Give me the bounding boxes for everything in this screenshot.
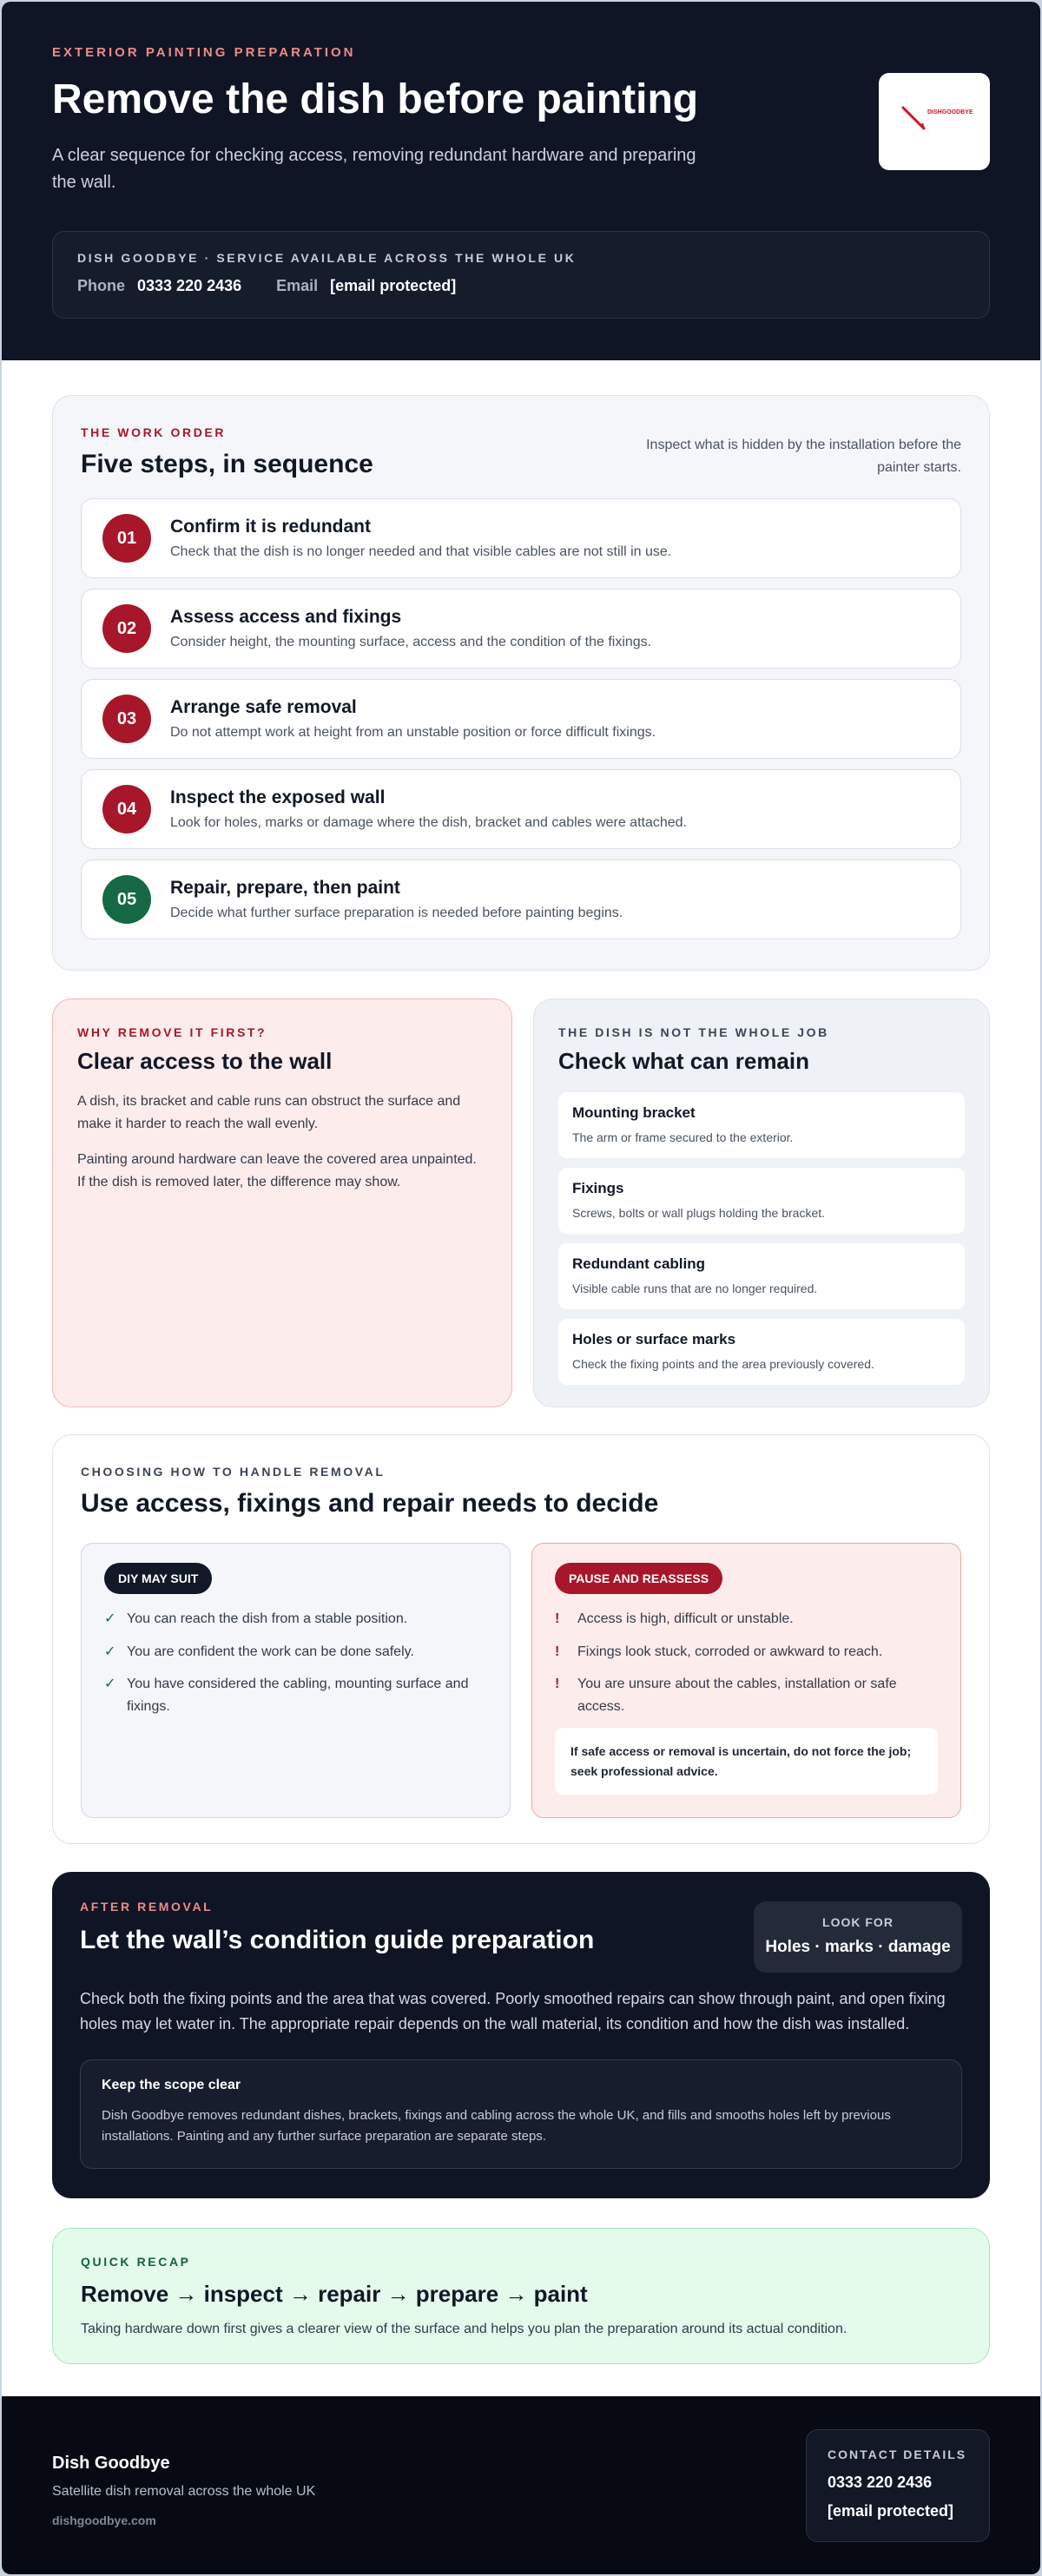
step-number: 02 — [102, 604, 151, 653]
footer-contact-card — [806, 2429, 990, 2542]
remain-item-desc: Screws, bolts or wall plugs holding the bracket. — [572, 1206, 826, 1220]
look-for-label: LOOK FOR — [822, 1915, 894, 1929]
check-icon: ✓ — [104, 1611, 116, 1626]
step-desc: Decide what further surface preparation is needed before painting begins. — [170, 906, 623, 920]
remain-item-desc: Visible cable runs that are no longer required. — [572, 1281, 818, 1295]
step-title: Inspect the exposed wall — [170, 787, 386, 807]
step-desc: Check that the dish is no longer needed and that visible cables are not still in use. — [170, 544, 672, 559]
after-eyebrow: AFTER REMOVAL — [80, 1900, 214, 1914]
recap-section — [52, 2228, 990, 2364]
list-item — [558, 1243, 965, 1309]
recap-eyebrow: QUICK RECAP — [81, 2255, 191, 2269]
scope-title: Keep the scope clear — [102, 2077, 241, 2092]
footer-contact-title: CONTACT DETAILS — [828, 2448, 967, 2461]
check-icon: ✓ — [104, 1644, 116, 1659]
step-number: 05 — [102, 875, 151, 924]
footer-website-link[interactable]: dishgoodbye.com — [52, 2513, 156, 2527]
why-eyebrow: WHY REMOVE IT FIRST? — [77, 1025, 267, 1039]
remain-item-title: Fixings — [572, 1180, 624, 1196]
remain-title: Check what can remain — [558, 1048, 809, 1074]
after-body: Check both the fixing points and the area that was covered. Poorly smoothed repairs can show through paint, and open fixing holes may let water in. The appropriate repair depends on the wall material, its condition and how the dish was installed. — [80, 1990, 946, 2032]
warning-icon: ! — [555, 1644, 560, 1659]
list-item — [558, 1092, 965, 1158]
work-order-section — [52, 395, 990, 971]
after-title: Let the wall’s condition guide preparation — [80, 1926, 595, 1954]
why-title: Clear access to the wall — [77, 1048, 333, 1074]
step-desc: Look for holes, marks or damage where the dish, bracket and cables were attached. — [170, 815, 687, 830]
work-order-title: Five steps, in sequence — [81, 450, 373, 478]
remain-eyebrow: THE DISH IS NOT THE WHOLE JOB — [558, 1025, 829, 1039]
list-item: ! You are unsure about the cables, installation or safe access. — [555, 1673, 938, 1717]
footer — [2, 2396, 1040, 2574]
hero-header — [2, 2, 1040, 360]
list-item: ✓ You can reach the dish from a stable position. — [104, 1608, 487, 1631]
recap-desc: Taking hardware down first gives a clearer view of the surface and helps you plan the preparation around its actual condition. — [81, 2322, 847, 2336]
remain-item-desc: Check the fixing points and the area previously covered. — [572, 1357, 874, 1371]
choose-eyebrow: CHOOSING HOW TO HANDLE REMOVAL — [81, 1465, 386, 1479]
footer-tagline: Satellite dish removal across the whole UK — [52, 2484, 316, 2499]
step-item — [81, 498, 961, 578]
step-item — [81, 589, 961, 669]
step-desc: Consider height, the mounting surface, access and the condition of the fixings. — [170, 635, 652, 649]
remain-list — [558, 1092, 965, 1385]
page — [2, 2, 1040, 2574]
email-link[interactable]: [email protected] — [330, 277, 457, 295]
list-item: ! Fixings look stuck, corroded or awkward to reach. — [555, 1641, 938, 1664]
remain-item-title: Holes or surface marks — [572, 1331, 736, 1347]
hero-eyebrow: EXTERIOR PAINTING PREPARATION — [52, 45, 356, 60]
step-item — [81, 860, 961, 939]
step-desc: Do not attempt work at height from an unstable position or force difficult fixings. — [170, 725, 656, 740]
dish-logo-icon — [879, 73, 990, 170]
list-item: ✓ You are confident the work can be done safely. — [104, 1641, 487, 1664]
step-title: Arrange safe removal — [170, 697, 357, 717]
hero-subtitle: A clear sequence for checking access, removing redundant hardware and preparing the wall. — [52, 146, 696, 193]
list-item — [558, 1319, 965, 1385]
email-label: Email — [276, 277, 319, 295]
footer-email-link[interactable]: [email protected] — [828, 2502, 954, 2520]
scope-card — [80, 2059, 962, 2169]
why-paragraph: Painting around hardware can leave the covered area unpainted. If the dish is removed later, the difference may show. — [77, 1151, 477, 1190]
choose-title: Use access, fixings and repair needs to decide — [81, 1489, 659, 1518]
step-number: 03 — [102, 695, 151, 743]
warning-icon: ! — [555, 1677, 560, 1692]
look-for-badge — [754, 1901, 962, 1973]
contact-card-title: DISH GOODBYE · SERVICE AVAILABLE ACROSS THE WHOLE UK — [77, 251, 577, 266]
remain-item-title: Redundant cabling — [572, 1255, 705, 1272]
work-order-eyebrow: THE WORK ORDER — [81, 425, 227, 439]
page-title: Remove the dish before painting — [52, 76, 699, 122]
safety-note: If safe access or removal is uncertain, do not force the job; seek professional advice. — [555, 1728, 938, 1795]
diy-card — [81, 1543, 511, 1818]
why-paragraph: A dish, its bracket and cable runs can obstruct the surface and make it harder to reach the wall evenly. — [77, 1094, 461, 1132]
phone-label: Phone — [77, 277, 126, 295]
step-number: 04 — [102, 785, 151, 833]
after-removal-section — [52, 1872, 990, 2198]
list-item: ✓ You have considered the cabling, mounting surface and fixings. — [104, 1673, 487, 1717]
step-title: Confirm it is redundant — [170, 517, 371, 537]
look-for-value: Holes · marks · damage — [765, 1938, 951, 1956]
check-icon: ✓ — [104, 1677, 116, 1692]
list-item — [558, 1168, 965, 1234]
remain-card — [533, 998, 990, 1407]
step-title: Repair, prepare, then paint — [170, 878, 400, 898]
footer-brand — [52, 2454, 315, 2527]
step-item — [81, 679, 961, 759]
footer-phone-link[interactable]: 0333 220 2436 — [828, 2474, 933, 2491]
phone-link[interactable]: 0333 220 2436 — [137, 277, 242, 295]
choose-section — [52, 1434, 990, 1844]
step-item — [81, 769, 961, 849]
hero-contact-card — [52, 231, 990, 319]
work-order-aside: Inspect what is hidden by the installation before the painter starts. — [646, 438, 961, 475]
brand-logo — [879, 73, 990, 170]
logo-wordmark: DISHGOODBYE — [927, 109, 973, 115]
remain-item-desc: The arm or frame secured to the exterior. — [572, 1130, 794, 1144]
footer-brand-name: Dish Goodbye — [52, 2454, 170, 2473]
warning-icon: ! — [555, 1611, 560, 1626]
diy-badge: DIY MAY SUIT — [104, 1563, 212, 1594]
list-item: ! Access is high, difficult or unstable. — [555, 1608, 938, 1631]
recap-title: Remove → inspect → repair → prepare → paint — [81, 2281, 588, 2307]
step-number: 01 — [102, 514, 151, 563]
scope-desc: Dish Goodbye removes redundant dishes, brackets, fixings and cabling across the whole UK, and fills and smooths holes left by previous installations. Painting and any further surface preparation are separate steps. — [102, 2107, 891, 2144]
why-remove-card — [52, 998, 512, 1407]
step-title: Assess access and fixings — [170, 607, 402, 627]
steps-list — [81, 498, 961, 939]
pause-card — [531, 1543, 961, 1818]
remain-item-title: Mounting bracket — [572, 1104, 696, 1121]
pause-badge: PAUSE AND REASSESS — [555, 1563, 722, 1594]
